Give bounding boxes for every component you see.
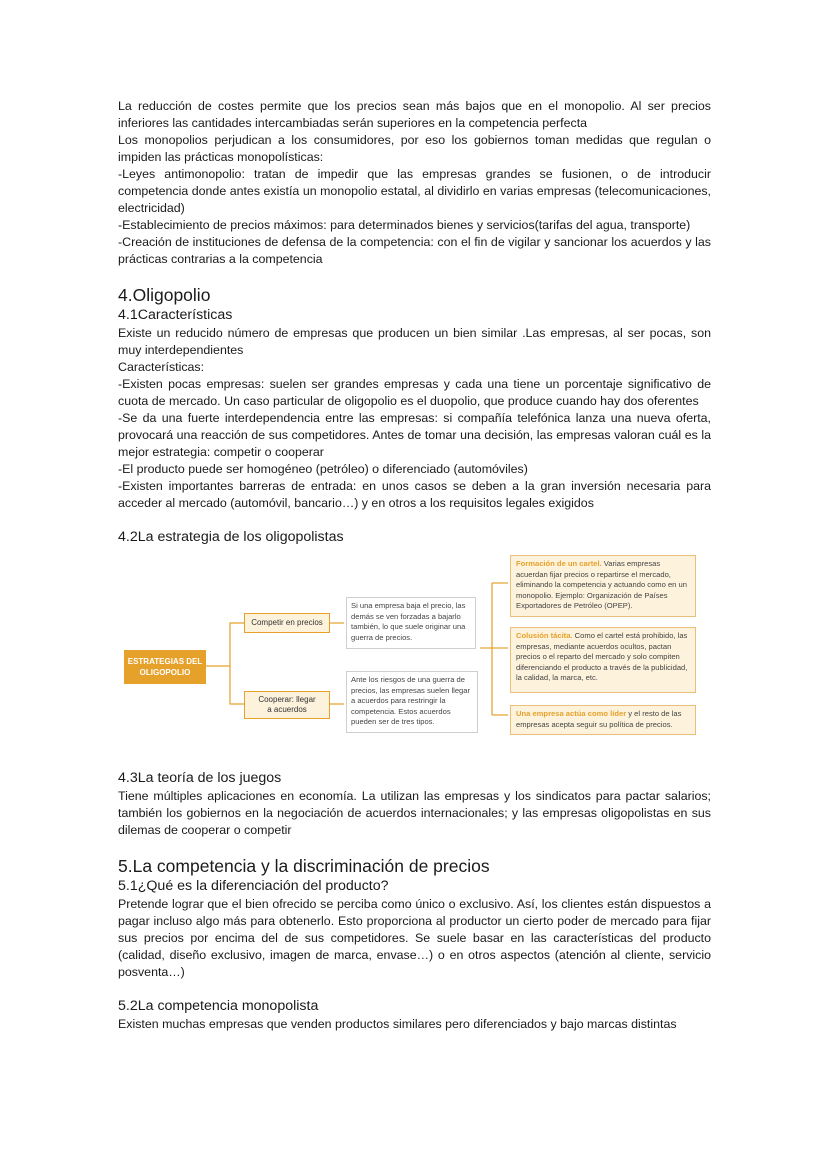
section-4-3-paragraph: Tiene múltiples aplicaciones en economía. La utilizan las empresas y los sindicatos para pactar salarios; también los gobiernos en la negociación de acuerdos internacionales; y las empresas oligopolistas en sus dilemas de cooperar o competir — [118, 789, 711, 837]
cartel-text: Varias empresas acuerdan fijar precios o repartirse el mercado, eliminando la competencia y actuando como en un monopolio. Ejemplo: Organización de Países Exportadores de Petróleo (OPEP). — [516, 559, 687, 611]
tacit-lead: Colusión tácita. — [516, 631, 573, 640]
diagram-root: ESTRATEGIAS DEL OLIGOPOLIO — [124, 650, 206, 684]
tacit-text: Como el cartel está prohibido, las empresas, mediante acuerdos ocultos, pactan precios o el reparto del mercado y solo compiten diferenciando el producto a través de la publicidad, la calidad, la marca, etc. — [516, 631, 688, 683]
intro-paragraph-2: Los monopolios perjudican a los consumidores, por eso los gobiernos toman medidas que regulan o impiden las prácticas monopolísticas: — [118, 133, 711, 164]
intro-paragraph-1: La reducción de costes permite que los precios sean más bajos que en el monopolio. Al ser precios inferiores las cantidades intercambiadas serán superiores en la competencia perfecta — [118, 99, 711, 130]
section-4-title: 4.Oligopolio — [118, 285, 211, 305]
section-4-1-paragraph-3: -Existen pocas empresas: suelen ser grandes empresas y cada una tiene un porcentaje significativo de cuota de mercado. Un caso particular de oligopolio es el duopolio, que produce cuando hay dos oferentes — [118, 377, 711, 408]
intro-paragraph-5: -Creación de instituciones de defensa de la competencia: con el fin de vigilar y sancionar los acuerdos y las prácticas contrarias a la competencia — [118, 235, 711, 266]
section-4-1-paragraph-2: Características: — [118, 360, 205, 374]
cooperate-box: Cooperar: llegar a acuerdos — [244, 691, 330, 719]
section-4-1-paragraph-5: -El producto puede ser homogéneo (petróleo) o diferenciado (automóviles) — [118, 462, 528, 476]
intro-paragraph-4: -Establecimiento de precios máximos: para determinados bienes y servicios(tarifas del agua, transporte) — [118, 218, 691, 232]
section-4-1-title: 4.1Características — [118, 307, 233, 323]
compete-box: Competir en precios — [244, 613, 330, 633]
intro-paragraph-3: -Leyes antimonopolio: tratan de impedir que las empresas grandes se fusionen, o de introducir competencia donde antes existía un monopolio estatal, al dividirlo en varias empresas (telecomunicaciones, electricidad) — [118, 167, 711, 215]
cartel-lead: Formación de un cartel. — [516, 559, 602, 568]
section-4-1-paragraph-6: -Existen importantes barreras de entrada: en unos casos se deben a la gran inversión necesaria para acceder al mercado (automóvil, bancario…) y en otros a los requisitos legales exigidos — [118, 479, 711, 510]
cartel-box — [510, 555, 696, 617]
compete-note: Si una empresa baja el precio, las demás se ven forzadas a bajarlo también, lo que suele originar una guerra de precios. — [346, 597, 476, 649]
section-5-1-paragraph: Pretende lograr que el bien ofrecido se perciba como único o exclusivo. Así, los clientes están dispuestos a pagar incluso algo más para obtenerlo. Esto proporciona al productor un cierto poder de mercado para fijar sus precios por encima del de sus competidores. Se suele basar en las características del producto (calidad, diseño exclusivo, imagen de marca, envase…) o en otros aspectos (atención al cliente, servicio posventa…) — [118, 897, 711, 979]
strategy-diagram — [118, 553, 711, 751]
section-5-1-title: 5.1¿Qué es la diferenciación del producto? — [118, 878, 389, 894]
section-5-2-paragraph: Existen muchas empresas que venden productos similares pero diferenciados y bajo marcas distintas — [118, 1017, 677, 1031]
leader-box — [510, 705, 696, 735]
section-4-3-title: 4.3La teoría de los juegos — [118, 770, 282, 786]
tacit-box — [510, 627, 696, 693]
section-4-1-paragraph-4: -Se da una fuerte interdependencia entre las empresas: si compañía telefónica lanza una nueva oferta, provocará una reacción de sus competidores. Antes de tomar una decisión, las empresas valoran cuál es la mejor estrategia: competir o cooperar — [118, 411, 711, 459]
section-4-2-title: 4.2La estrategia de los oligopolistas — [118, 529, 344, 545]
cooperate-note: Ante los riesgos de una guerra de precios, las empresas suelen llegar a acuerdos para restringir la competencia. Estos acuerdos pueden ser de tres tipos. — [346, 671, 478, 733]
section-4-1-paragraph-1: Existe un reducido número de empresas que producen un bien similar .Las empresas, al ser pocas, son muy interdependientes — [118, 326, 711, 357]
section-5-title: 5.La competencia y la discriminación de precios — [118, 856, 490, 876]
document-page — [118, 98, 711, 1033]
leader-text: y el resto de las empresas acepta seguir su política de precios. — [516, 709, 682, 729]
section-5-2-title: 5.2La competencia monopolista — [118, 998, 319, 1014]
leader-lead: Una empresa actúa como líder — [516, 709, 627, 718]
